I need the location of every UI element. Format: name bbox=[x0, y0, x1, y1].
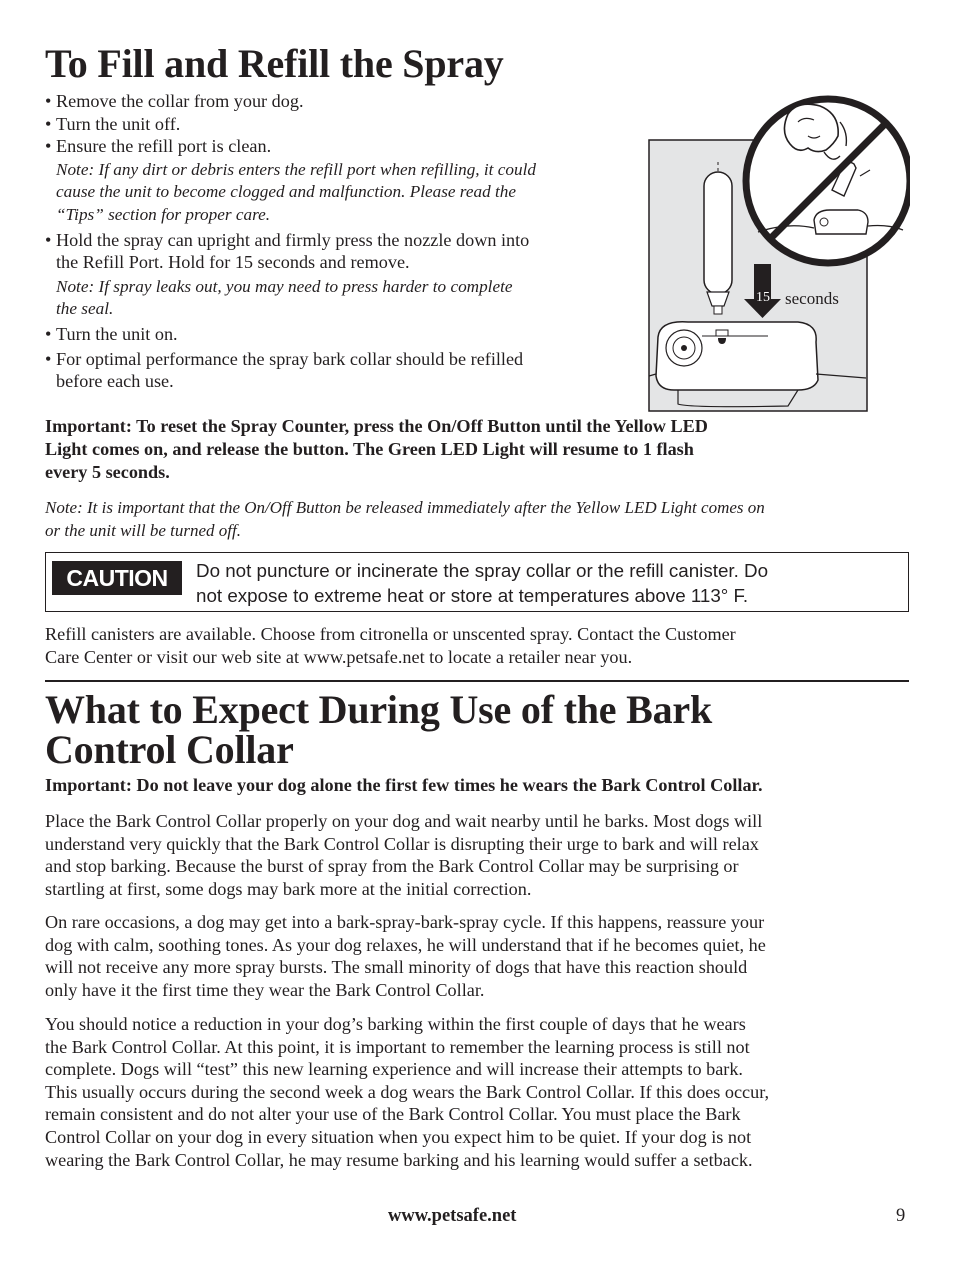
list-item-line: • For optimal performance the spray bark collar should be refilled bbox=[56, 348, 524, 369]
timer-number: 15 bbox=[756, 290, 770, 305]
note-spray-leaks bbox=[45, 276, 645, 321]
paragraph-line: Place the Bark Control Collar properly on your dog and wait nearby until he barks. Most dogs will bbox=[45, 811, 763, 831]
list-item: • Turn the unit on. bbox=[45, 323, 645, 346]
page-number: 9 bbox=[896, 1206, 906, 1226]
note-line: Note: If spray leaks out, you may need to press harder to complete bbox=[56, 276, 513, 296]
list-item-line: before each use. bbox=[56, 371, 174, 392]
paragraph-line: This usually occurs during the second week a dog wears the Bark Control Collar. If this does occur, bbox=[45, 1081, 770, 1102]
note-line: Note: If any dirt or debris enters the refill port when refilling, it could bbox=[56, 159, 536, 179]
paragraph-line: and stop barking. Because the burst of spray from the Bark Control Collar may be surprising or bbox=[45, 856, 739, 877]
paragraph-line: remain consistent and do not alter your use of the Bark Control Collar. You must place the Bark bbox=[45, 1104, 741, 1125]
important-line: Important: To reset the Spray Counter, press the On/Off Button until the Yellow LED bbox=[45, 416, 708, 436]
note-line: “Tips” section for proper care. bbox=[56, 204, 271, 224]
note-refill-port bbox=[45, 159, 645, 227]
important-do-not-leave: Important: Do not leave your dog alone the first few times he wears the Bark Control Collar. bbox=[45, 775, 763, 795]
caution-box bbox=[45, 552, 909, 612]
fill-instructions bbox=[45, 90, 645, 393]
list-item bbox=[45, 348, 645, 393]
section-title-what-to-expect bbox=[45, 687, 915, 772]
caution-badge: CAUTION bbox=[52, 561, 182, 595]
refill-canisters-paragraph bbox=[45, 623, 915, 668]
paragraph-line: Care Center or visit our web site at www.petsafe.net to locate a retailer near you. bbox=[45, 646, 633, 667]
paragraph-line: only have it the first time they wear the Bark Control Collar. bbox=[45, 979, 485, 1000]
note-line: the seal. bbox=[56, 299, 114, 319]
refill-illustration bbox=[648, 92, 910, 414]
paragraph-line: wearing the Bark Control Collar, he may resume barking and his learning would suffer a setback. bbox=[45, 1149, 753, 1170]
paragraph-line: Control Collar on your dog in every situation when you expect him to be quiet. If your dog is not bbox=[45, 1126, 752, 1147]
note-on-off-button bbox=[45, 496, 920, 542]
paragraph-line: startling at first, some dogs may bark more at the initial correction. bbox=[45, 878, 532, 899]
section-divider bbox=[45, 680, 909, 682]
list-item: • Turn the unit off. bbox=[45, 113, 645, 136]
paragraph-line: You should notice a reduction in your dog’s barking within the first couple of days that he wears bbox=[45, 1014, 746, 1034]
section-title-fill-refill: To Fill and Refill the Spray bbox=[45, 41, 504, 86]
caution-line: not expose to extreme heat or store at temperatures above 113° F. bbox=[196, 584, 749, 606]
paragraph-line: dog with calm, soothing tones. As your dog relaxes, he will understand that if he becomes quiet, he bbox=[45, 934, 766, 955]
bullet-list-b bbox=[45, 229, 645, 274]
prohibited-icon bbox=[746, 99, 910, 263]
bullet-list-c bbox=[45, 323, 645, 393]
paragraph-line: understand very quickly that the Bark Control Collar is disrupting their urge to bark and will relax bbox=[45, 833, 759, 854]
list-item: • Remove the collar from your dog. bbox=[45, 90, 645, 113]
timer-label: seconds bbox=[785, 289, 839, 308]
paragraph-line: will not receive any more spray bursts. The small minority of dogs that have this reaction should bbox=[45, 957, 748, 978]
bullet-list-a bbox=[45, 90, 645, 158]
important-line: every 5 seconds. bbox=[45, 462, 170, 482]
list-item-line: • Hold the spray can upright and firmly press the nozzle down into bbox=[56, 229, 530, 250]
paragraph-line: the Bark Control Collar. At this point, it is important to remember the learning process is still not bbox=[45, 1036, 750, 1057]
caution-line: Do not puncture or incinerate the spray collar or the refill canister. Do bbox=[196, 560, 769, 581]
note-line: or the unit will be turned off. bbox=[45, 521, 241, 540]
refill-diagram-graphic bbox=[648, 92, 910, 414]
important-line: Light comes on, and release the button. The Green LED Light will resume to 1 flash bbox=[45, 439, 694, 459]
note-line: Note: It is important that the On/Off Button be released immediately after the Yellow LED Light comes on bbox=[45, 498, 765, 517]
caution-text bbox=[196, 559, 901, 608]
paragraph-line: Refill canisters are available. Choose from citronella or unscented spray. Contact the Customer bbox=[45, 624, 736, 644]
important-reset-counter bbox=[45, 415, 915, 484]
paragraph-line: On rare occasions, a dog may get into a bark-spray-bark-spray cycle. If this happens, reassure your bbox=[45, 912, 765, 932]
paragraph-place-collar bbox=[45, 810, 925, 900]
title-line: What to Expect During Use of the Bark bbox=[45, 687, 713, 732]
paragraph-rare-occasions bbox=[45, 911, 925, 1001]
paragraph-reduction bbox=[45, 1013, 925, 1171]
title-line: Control Collar bbox=[45, 727, 294, 772]
list-item: • Ensure the refill port is clean. bbox=[45, 135, 645, 158]
footer-website: www.petsafe.net bbox=[388, 1206, 517, 1226]
spray-can-icon bbox=[704, 172, 732, 294]
list-item-line: the Refill Port. Hold for 15 seconds and remove. bbox=[56, 252, 410, 273]
list-item bbox=[45, 229, 645, 274]
note-line: cause the unit to become clogged and malfunction. Please read the bbox=[56, 182, 516, 202]
paragraph-line: complete. Dogs will “test” this new learning experience and will increase their attempts to bark. bbox=[45, 1059, 743, 1080]
